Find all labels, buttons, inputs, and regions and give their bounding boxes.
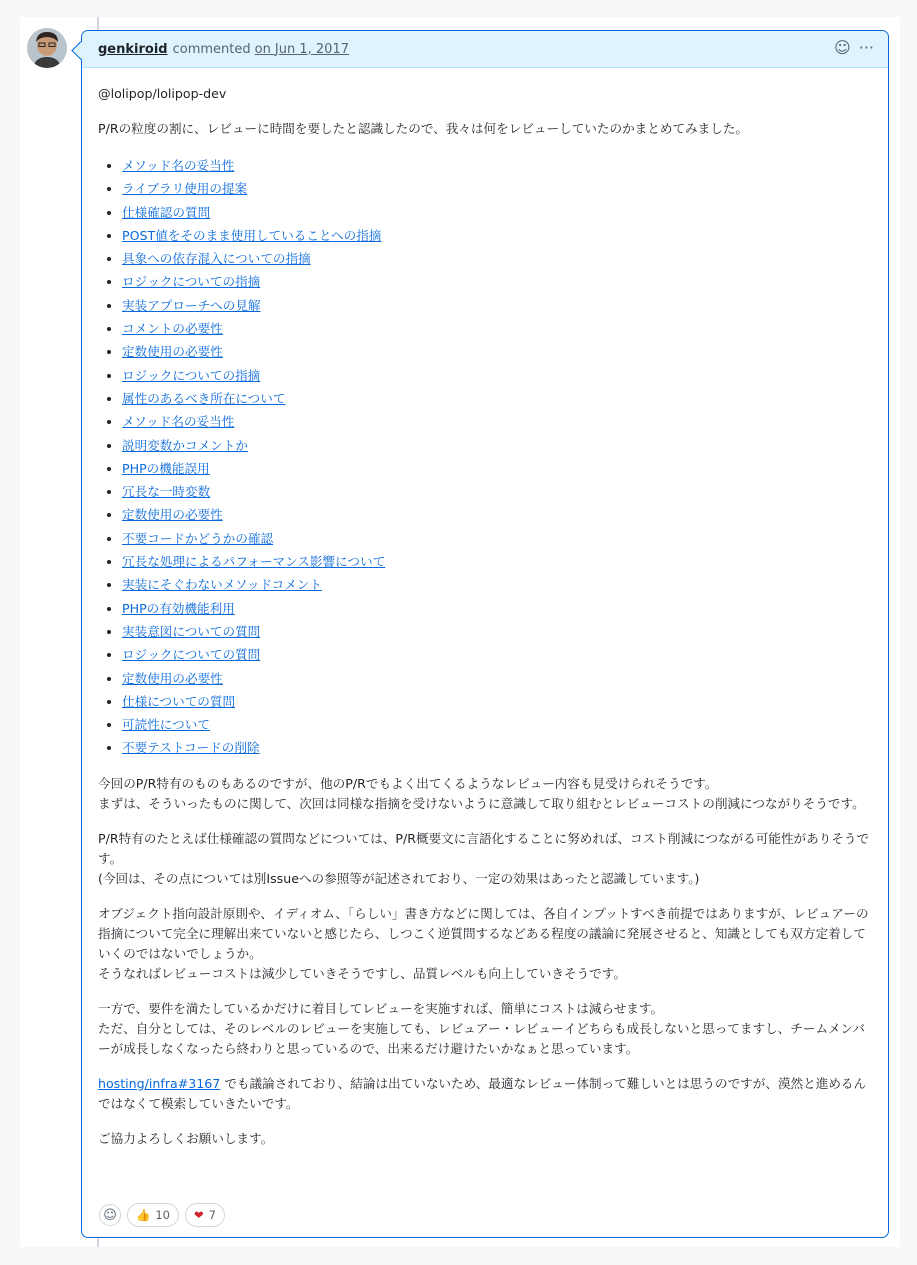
review-topic-link[interactable]: 仕様確認の質問 bbox=[122, 204, 211, 220]
review-topic-link[interactable]: 具象への依存混入についての指摘 bbox=[122, 251, 311, 267]
list-item bbox=[122, 736, 872, 759]
list-item bbox=[122, 690, 872, 713]
list-item bbox=[122, 434, 872, 457]
list-item bbox=[122, 643, 872, 666]
review-topic-link[interactable]: 説明変数かコメントか bbox=[122, 437, 248, 453]
avatar-image bbox=[27, 28, 67, 68]
list-item bbox=[122, 294, 872, 317]
heart-reaction[interactable] bbox=[185, 1203, 225, 1227]
heart-icon: ❤ bbox=[193, 1208, 204, 1222]
list-item bbox=[122, 550, 872, 573]
review-topic-list bbox=[98, 154, 872, 760]
reactions-bar bbox=[99, 1203, 225, 1227]
review-topic-link[interactable]: 実装にそぐわないメソッドコメント bbox=[122, 577, 322, 593]
review-topic-link[interactable]: PHPの機能誤用 bbox=[122, 460, 210, 476]
add-reaction-button[interactable] bbox=[99, 1204, 121, 1226]
comment-action: commented bbox=[172, 41, 251, 57]
avatar[interactable] bbox=[27, 28, 67, 68]
list-item bbox=[122, 713, 872, 736]
paragraph-2-line-1: P/R特有のたとえば仕様確認の質問などについては、P/R概要文に言語化することに努めれば、コスト削減につながる可能性がありそうです。 bbox=[98, 830, 870, 866]
list-item bbox=[122, 154, 872, 177]
review-topic-link[interactable]: 定数使用の必要性 bbox=[122, 670, 223, 686]
issue-link[interactable]: hosting/infra#3167 bbox=[98, 1075, 221, 1091]
paragraph-1-line-1: 今回のP/R特有のものもあるのですが、他のP/Rでもよく出てくるようなレビュー内容も見受けられそうです。 bbox=[98, 775, 718, 791]
list-item bbox=[122, 527, 872, 550]
comment-box bbox=[81, 30, 889, 1238]
review-topic-link[interactable]: ライブラリ使用の提案 bbox=[122, 181, 248, 197]
review-topic-link[interactable]: 不要テストコードの削除 bbox=[122, 740, 260, 756]
review-topic-link[interactable]: メソッド名の妥当性 bbox=[122, 414, 235, 430]
list-item bbox=[122, 667, 872, 690]
list-item bbox=[122, 620, 872, 643]
heart-count: 7 bbox=[208, 1208, 216, 1222]
review-topic-link[interactable]: コメントの必要性 bbox=[122, 321, 223, 337]
review-topic-link[interactable]: 定数使用の必要性 bbox=[122, 344, 223, 360]
paragraph-4 bbox=[98, 999, 872, 1059]
paragraph-5 bbox=[98, 1074, 872, 1114]
list-item bbox=[122, 573, 872, 596]
list-item bbox=[122, 340, 872, 363]
review-topic-link[interactable]: メソッド名の妥当性 bbox=[122, 158, 235, 173]
list-item bbox=[122, 270, 872, 293]
list-item bbox=[122, 201, 872, 224]
paragraph-5-text: でも議論されており、結論は出ていないため、最適なレビュー体制って難しいとは思うのですが、漠然と進めるんではなくて模索していきたいです。 bbox=[98, 1075, 867, 1111]
list-item bbox=[122, 317, 872, 340]
review-topic-link[interactable]: ロジックについての指摘 bbox=[122, 367, 261, 383]
author-link[interactable]: genkiroid bbox=[98, 41, 168, 57]
list-item bbox=[122, 224, 872, 247]
paragraph-4-line-2: ただ、自分としては、そのレベルのレビューを実施しても、レビュアー・レビューイどちらも成長しないと思ってますし、チームメンバーが成長しなくなったら終わりと思っているので、出来るだけ避けたいかなぁと思っています。 bbox=[98, 1020, 865, 1056]
comment-header bbox=[82, 31, 888, 68]
paragraph-1 bbox=[98, 774, 872, 814]
paragraph-3-line-1: オブジェクト指向設計原則や、イディオム、「らしい」書き方などに関しては、各自インプットすべき前提ではありますが、レビュアーの指摘について完全に理解出来ていないと感じたら、しつこく逆質問するなどある程度の議論に発展させると、知識としても双方定着していくのではないでしょうか。 bbox=[98, 905, 869, 961]
list-item bbox=[122, 410, 872, 433]
review-topic-link[interactable]: ロジックについての質問 bbox=[122, 647, 261, 663]
review-topic-link[interactable]: 冗長な処理によるパフォーマンス影響について bbox=[122, 554, 386, 570]
list-item bbox=[122, 503, 872, 526]
list-item bbox=[122, 597, 872, 620]
list-item bbox=[122, 387, 872, 410]
paragraph-3-line-2: そうなればレビューコストは減少していきそうですし、品質レベルも向上していきそうです。 bbox=[98, 965, 626, 981]
comment-timestamp[interactable]: on Jun 1, 2017 bbox=[254, 41, 349, 57]
paragraph-3 bbox=[98, 904, 872, 984]
review-topic-link[interactable]: 定数使用の必要性 bbox=[122, 507, 223, 523]
paragraph-1-line-2: まずは、そういったものに関して、次回は同様な指摘を受けないように意識して取り組むとレビューコストの削減につながりそうです。 bbox=[98, 795, 865, 811]
mention[interactable]: @lolipop/lolipop-dev bbox=[98, 86, 227, 101]
review-topic-link[interactable]: 可読性について bbox=[122, 717, 210, 733]
list-item bbox=[122, 364, 872, 387]
thumbs-up-count: 10 bbox=[155, 1208, 170, 1222]
comment-body bbox=[82, 68, 888, 1149]
header-actions bbox=[834, 39, 874, 57]
review-topic-link[interactable]: 冗長な一時変数 bbox=[122, 484, 211, 500]
intro-paragraph: P/Rの粒度の割に、レビューに時間を要したと認識したので、我々は何をレビューしていたのかまとめてみました。 bbox=[98, 121, 749, 136]
list-item bbox=[122, 247, 872, 270]
paragraph-2 bbox=[98, 829, 872, 889]
review-topic-link[interactable]: ロジックについての指摘 bbox=[122, 274, 261, 290]
smiley-icon: ☺ bbox=[103, 1207, 117, 1223]
more-options-icon[interactable]: ··· bbox=[858, 38, 874, 57]
add-reaction-icon[interactable]: ☺ bbox=[834, 38, 851, 57]
review-topic-link[interactable]: POST値をそのまま使用していることへの指摘 bbox=[122, 227, 382, 243]
closing-line: ご協力よろしくお願いします。 bbox=[98, 1130, 274, 1146]
thumbs-up-reaction[interactable] bbox=[127, 1203, 179, 1227]
review-topic-link[interactable]: 属性のあるべき所在について bbox=[122, 390, 286, 406]
review-topic-link[interactable]: 実装アプローチへの見解 bbox=[122, 297, 261, 313]
review-topic-link[interactable]: 実装意図についての質問 bbox=[122, 623, 261, 639]
review-topic-link[interactable]: PHPの有効機能利用 bbox=[122, 600, 235, 616]
paragraph-4-line-1: 一方で、要件を満たしているかだけに着目してレビューを実施すれば、簡単にコストは減らせます。 bbox=[98, 1000, 664, 1016]
list-item bbox=[122, 177, 872, 200]
thumbs-up-icon: 👍 bbox=[136, 1208, 151, 1222]
paragraph-2-line-2: (今回は、その点については別Issueへの参照等が記述されており、一定の効果はあったと認識しています。) bbox=[98, 870, 700, 886]
list-item bbox=[122, 457, 872, 480]
review-topic-link[interactable]: 不要コードかどうかの確認 bbox=[122, 530, 274, 546]
review-topic-link[interactable]: 仕様についての質問 bbox=[122, 693, 236, 709]
list-item bbox=[122, 480, 872, 503]
